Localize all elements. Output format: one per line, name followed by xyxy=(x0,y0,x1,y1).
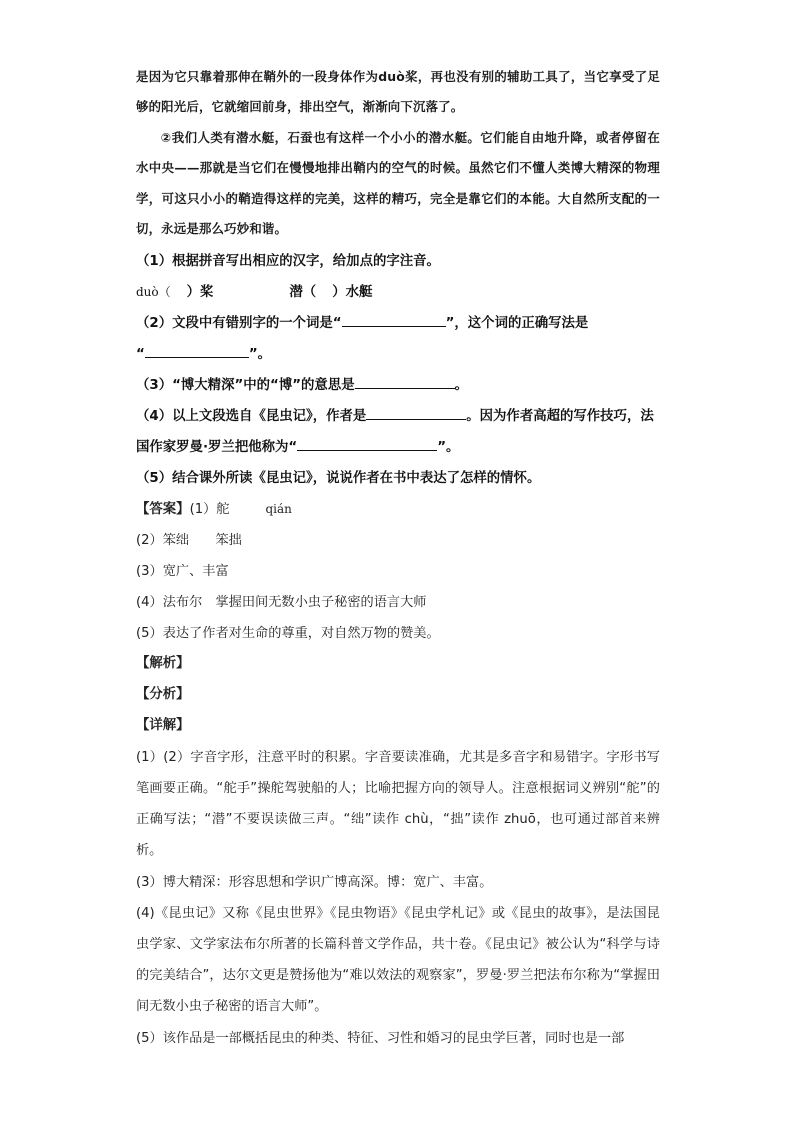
q3-text-a: （3）“博大精深”中的“博”的意思是 xyxy=(136,378,355,394)
explanation-3: (3）博大精深：形容思想和学识广博高深。博：宽广、丰富。 xyxy=(136,874,493,890)
explanation-4: (4)《昆虫记》又称《昆虫世界》《昆虫物语》《昆虫学札记》或《昆虫的故事》，是法国昆虫学家、文学家法布尔所著的长篇科普文学作品，共十卷。《昆虫记》被公认为“科学与诗的完美结合”，达尔文更是赞扬他为“难以效法的观察家”，罗曼·罗兰把法布尔称为“掌握田间无数小虫子秘密的语言大师”。 xyxy=(136,905,660,1015)
answer-3: (3）宽广、丰富 xyxy=(136,564,229,580)
answer-label: 【答案】 xyxy=(136,502,190,518)
q2-blank-2 xyxy=(145,343,249,358)
q2-text-a: （2）文段中有错别字的一个词是“ xyxy=(136,316,342,332)
explanation-5: (5）该作品是一部概括昆虫的种类、特征、习性和婚习的昆虫学巨著，同时也是一部 xyxy=(136,1030,625,1046)
answer-2: (2）笨绌 笨拙 xyxy=(136,533,242,549)
answer-5: (5）表达了作者对生命的尊重，对自然万物的赞美。 xyxy=(136,625,440,641)
q4-blank-2 xyxy=(297,436,437,451)
content-area xyxy=(136,62,660,1054)
question-3 xyxy=(136,370,660,401)
question-2 xyxy=(136,308,660,339)
q1-shuiting-close: ）水艇 xyxy=(332,285,373,301)
xiangjie-label: 【详解】 xyxy=(136,718,190,734)
q4-text-b: 。因为作者高超的写作技巧，法 xyxy=(466,409,654,425)
question-2-cont xyxy=(136,339,660,370)
q2-text-c: “ xyxy=(136,347,145,363)
answer-line-1 xyxy=(136,494,660,526)
fenxi-label: 【分析】 xyxy=(136,687,190,703)
answer-1-pinyin: qián xyxy=(265,502,292,517)
answer-4: (4）法布尔 掌握田间无数小虫子秘密的语言大师 xyxy=(136,594,427,610)
question-1-blanks xyxy=(136,277,660,308)
question-4 xyxy=(136,401,660,432)
analysis-label: 【解析】 xyxy=(136,656,190,672)
reading-passage xyxy=(136,62,660,244)
explanation-1-2: (1）(2）字音字形，注意平时的积累。字音要读准确，尤其是多音字和易错字。字形书写笔画要正确。“舵手”操舵驾驶船的人；比喻把握方向的领导人。注意根据词义辨别“舵”的正确写法；“潜”不要误读做三声。“绌”读作 chù，“拙”读作 zhuō，也可通过部首来辨析。 xyxy=(136,749,660,859)
q4-text-c: 国作家罗曼·罗兰把他称为“ xyxy=(136,440,298,456)
q1-pinyin-duo: duò（ xyxy=(136,285,171,300)
question-4-cont xyxy=(136,432,660,463)
q1-qian-open: 潜（ xyxy=(289,285,317,301)
q1-jiang-close: ）桨 xyxy=(186,285,214,301)
passage-paragraph-2: ②我们人类有潜水艇，石蚕也有这样一个小小的潜水艇。它们能自由地升降，或者停留在水中央——那就是当它们在慢慢地排出鞘内的空气的时候。虽然它们不懂人类博大精深的物理学，可这只小小的鞘造得这样的完美，这样的精巧，完全是靠它们的本能。大自然所支配的一切，永远是那么巧妙和谐。 xyxy=(136,129,660,237)
question-5: （5）结合课外所读《昆虫记》，说说作者在书中表达了怎样的情怀。 xyxy=(136,471,541,487)
q4-text-d: ”。 xyxy=(437,440,460,456)
question-1: （1）根据拼音写出相应的汉字，给加点的字注音。 xyxy=(136,254,440,270)
passage-paragraph-1: 是因为它只靠着那伸在鞘外的一段身体作为duò桨，再也没有别的辅助工具了，当它享受了足够的阳光后，它就缩回前身，排出空气，渐渐向下沉落了。 xyxy=(136,69,660,115)
q4-blank-1 xyxy=(366,405,466,420)
q3-blank xyxy=(355,374,455,389)
answer-1: (1）舵 xyxy=(189,502,230,518)
q4-text-a: （4）以上文段选自《昆虫记》，作者是 xyxy=(136,409,367,425)
q3-text-b: 。 xyxy=(454,378,468,394)
q2-text-d: ”。 xyxy=(248,347,272,363)
q2-blank-1 xyxy=(342,312,446,327)
q2-text-b: ”，这个词的正确写法是 xyxy=(445,316,589,332)
